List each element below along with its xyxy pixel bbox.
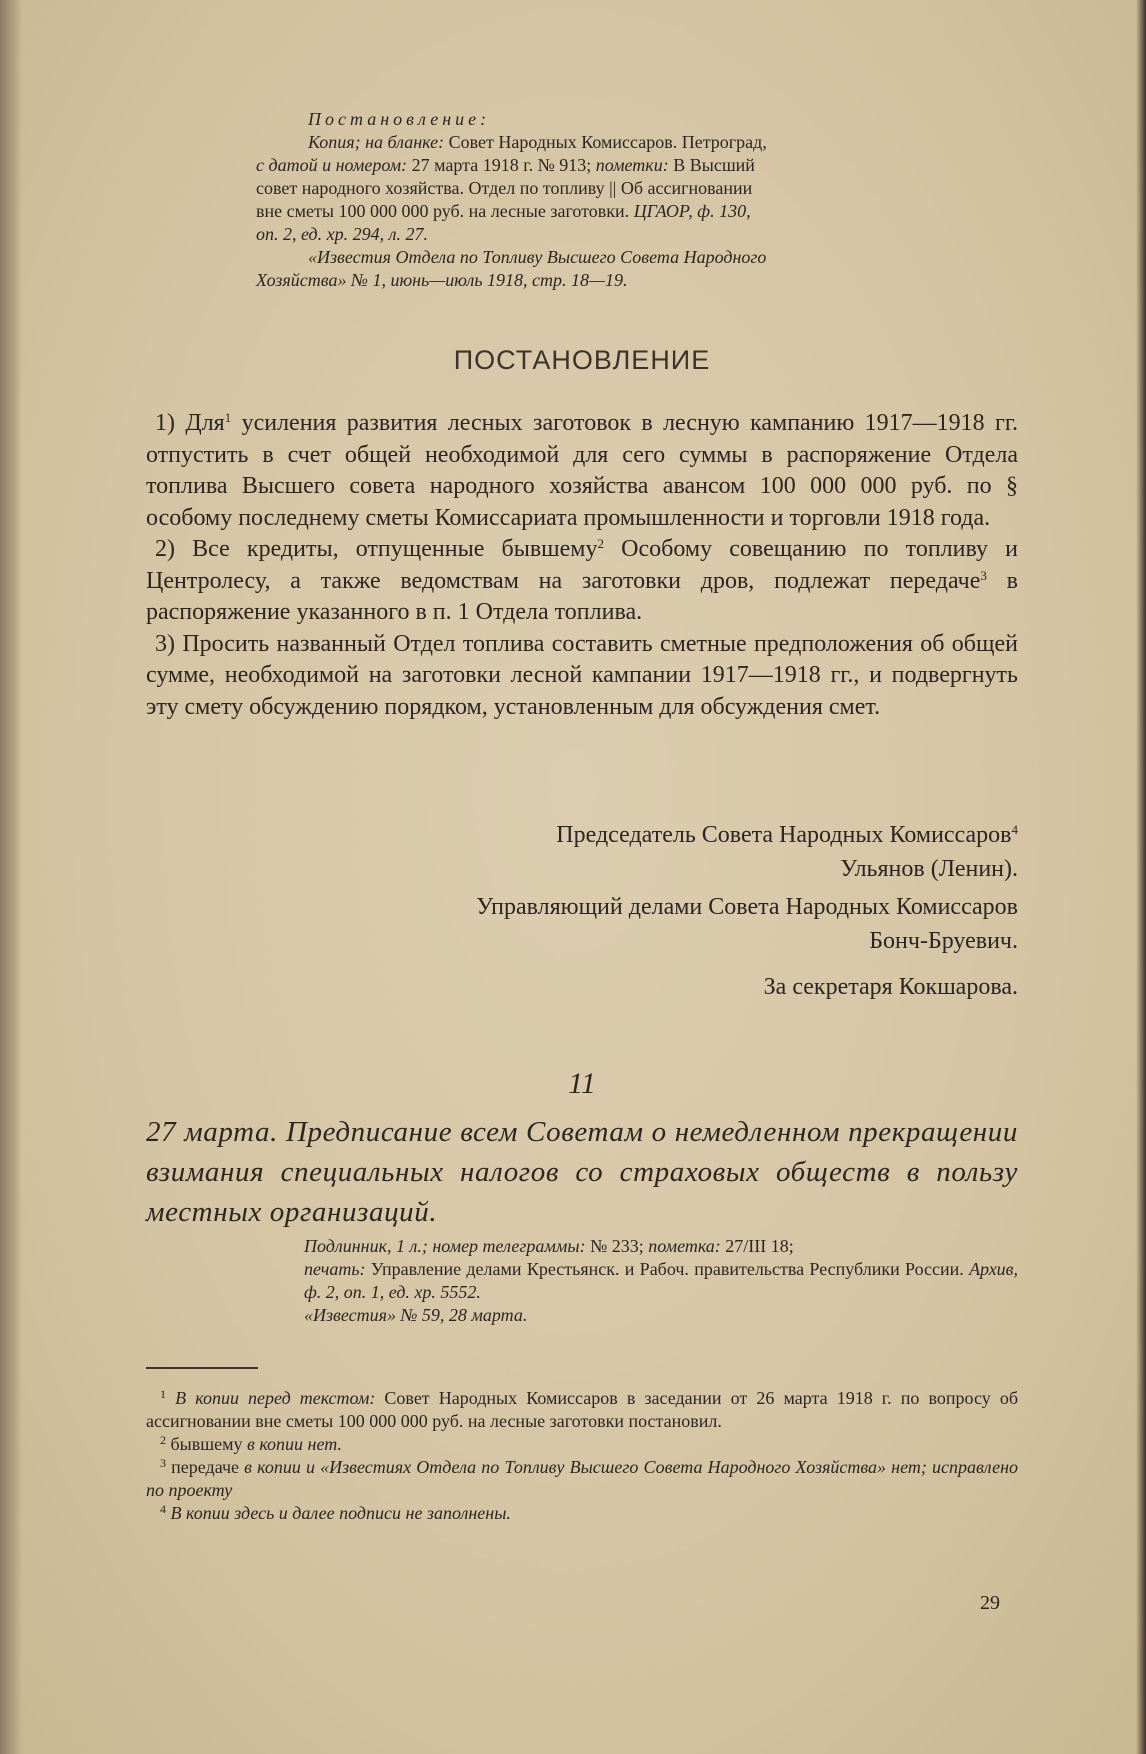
resolution-body (146, 408, 1018, 723)
secretary-signature: За секретаря Кокшарова. (763, 974, 1018, 1000)
footnote-ref: 1 (224, 410, 232, 425)
footnote-1: $^1$ В копии перед текстом: Совет Народных Комиссаров в заседании от 26 марта 1918 г. по вопросу об ассигновании вне сметы 100 000 000 руб. на лесные заготовки постановил. (146, 1387, 1018, 1431)
page-number: 29 (980, 1592, 1000, 1614)
footnote-2: $^2$ бывшему в копии нет. (160, 1433, 342, 1454)
footnote-3: $^3$ передаче в копии и «Известиях Отдела по Топливу Высшего Совета Народного Хозяйства» нет; исправлено по проекту (146, 1456, 1019, 1500)
document-title: 27 марта. Предписание всем Советам о немедленном прекращении взимания специальных налогов со страховых обществ в пользу местных организаций. (146, 1116, 1018, 1228)
source-note: Постановление: Копия; на бланке: Совет Народных Комиссаров. Петроград, с датой и номером: 27 марта 1918 г. № 913; пометки: В Высший совет народного хозяйства. Отдел по топливу || Об ассигновании вне сметы 100 000 000 руб. на лесные заготовки. ЦГАОР, ф. 130, оп. 2, ед. хр. 294, л. 27. «Известия Отдела по Топливу Высшего Совета Народного Хозяйства» № 1, июнь—июль 1918, стр. 18—19. (256, 109, 767, 290)
footnote-ref: 3 (980, 567, 987, 583)
footnotes (146, 1387, 1018, 1525)
footnote-ref: 2 (597, 536, 604, 551)
page-title: ПОСТАНОВЛЕНИЕ (453, 345, 711, 375)
footnote-4: $^4$ В копии здесь и далее подписи не заполнены. (160, 1502, 511, 1523)
paragraph-2: 2) Все кредиты, отпущенные бывшему$^2$ Особому совещанию по топливу и Центролесу, а также ведомствам на заготовки дров, подлежат передаче$^3$ в распоряжение указанного в п. 1 Отдела топлива. (146, 536, 1018, 625)
paragraph-3: 3) Просить названный Отдел топлива составить сметные предположения об общей сумме, необходимой на заготовки лесной кампании 1917—1918 гг., и подвергнуть эту смету обсуждению порядком, установленным для обсуждения смет. (146, 630, 1018, 720)
document-number: 11 (568, 1067, 596, 1100)
chair-signature: Председатель Совета Народных Комиссаров$^4$ Ульянов (Ленин). (556, 822, 1018, 882)
document-source: Подлинник, 1 л.; номер телеграммы: № 233; пометка: 27/III 18; печать: Управление делами Крестьянск. и Рабоч. правительства Республики России. Архив, ф. 2, оп. 1, ед. хр. 5552. «Известия» № 59, 28 марта. (304, 1236, 1018, 1325)
footnote-divider (146, 1367, 258, 1369)
note-label: Постановление: (308, 109, 491, 129)
page-edge (1136, 0, 1146, 1754)
page-binding (0, 0, 22, 1754)
manager-signature: Управляющий делами Совета Народных Комиссаров Бонч-Бруевич. (476, 894, 1018, 954)
paragraph-1: 1) Для$^1$ усиления развития лесных заготовок в лесную кампанию 1917—1918 гг. отпустить в счет общей необходимой для сего суммы в распоряжение Отдела топлива Высшего совета народного хозяйства авансом 100 000 000 руб. по § особому последнему сметы Комиссариата промышленности и торговли 1918 года. (146, 410, 1018, 531)
